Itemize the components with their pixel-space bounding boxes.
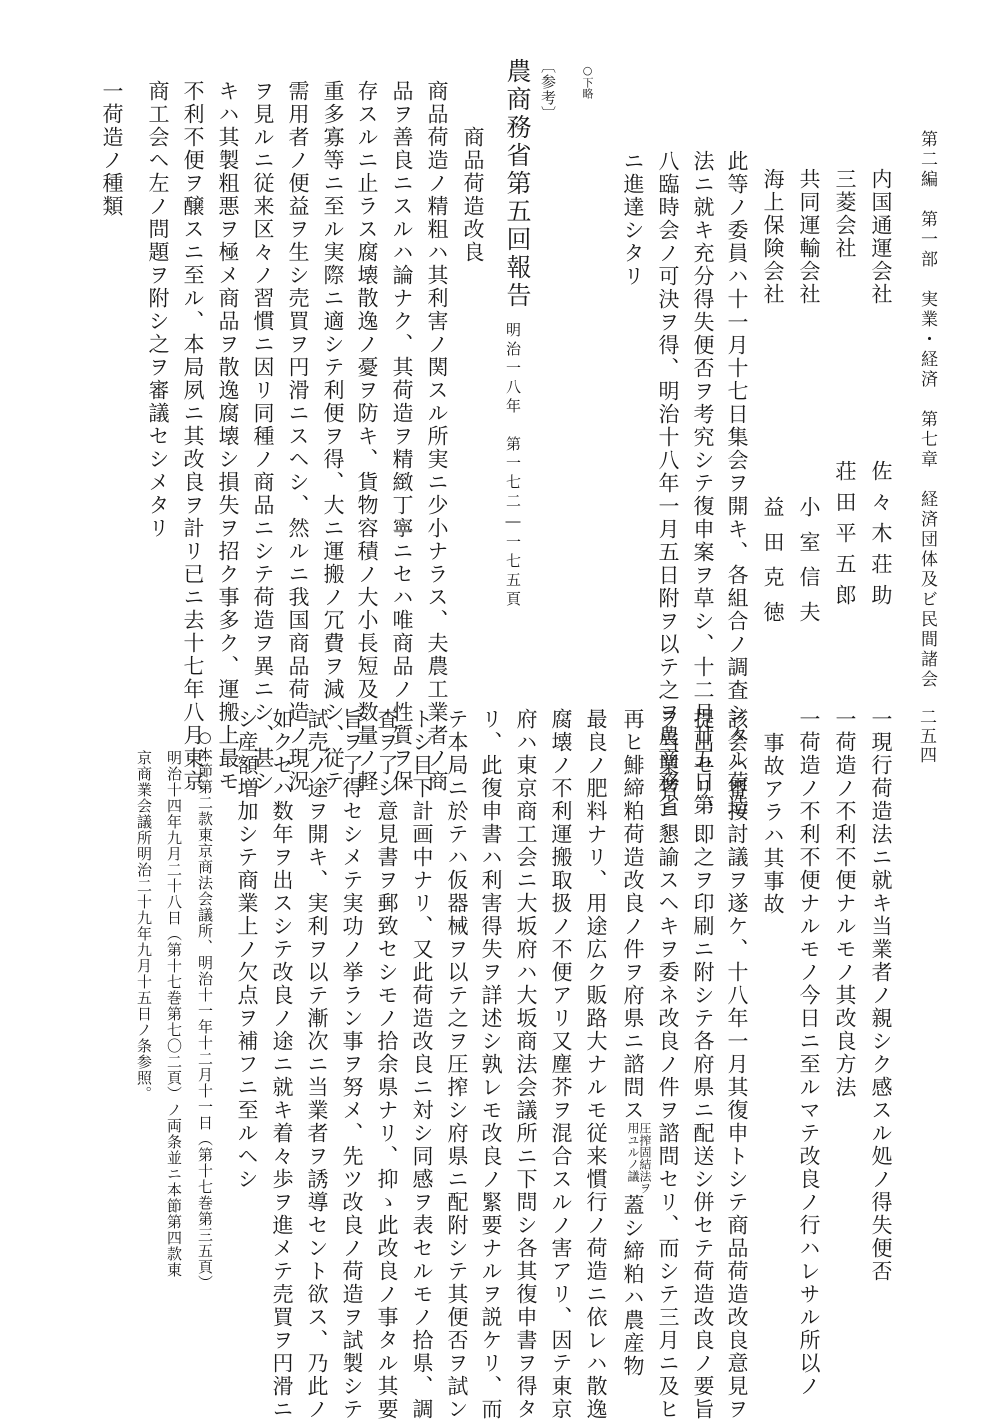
member-org-2: 三菱会社	[833, 168, 857, 260]
body-line-part: 蓋シ締粕ハ農産物	[621, 1194, 645, 1378]
report-source: 明治一八年 第一七二―一七五頁	[504, 322, 522, 610]
body-line: ヲ見ルニ従来区々ノ習慣ニ因リ同種ノ商品ニシテ荷造ヲ異ニシ、甚シ	[251, 80, 275, 793]
body-line: テ本局ニ於テハ仮器械ヲ以テ之ヲ圧搾シ府県ニ配附シテ其便否ヲ試ン	[445, 708, 469, 1421]
member-org-1: 内国通運会社	[869, 168, 893, 306]
editorial-note: 明治十四年九月二十八日（第十七巻第七〇二頁）ノ両条並ニ本節第四款東	[165, 750, 183, 1278]
body-line: 旨ヲ了得セシメテ実功ノ挙ラン事ヲ努メ、先ツ改良ノ荷造ヲ試製シテ	[340, 708, 364, 1421]
list-item: 一現行荷造法ニ就キ当業者ノ親シク感スル処ノ得失便否	[869, 708, 893, 1283]
body-line: 存スルニ止ラス腐壊散逸ノ憂ヲ防キ、貨物容積ノ大小長短及数量ノ軽	[355, 80, 379, 793]
section-title: 商品荷造改良	[461, 126, 485, 264]
body-line: ヲ当業者ニ懇諭スヘキヲ委ネ改良ノ件ヲ諮問セリ、而シテ三月ニ及ヒ	[656, 708, 680, 1421]
body-line: 不利不便ヲ醸スニ至ル、本局夙ニ其改良ヲ計リ已ニ去十七年八月東京	[181, 80, 205, 793]
member-org-3: 共同運輸会社	[797, 168, 821, 306]
body-line: リ、此復申書ハ利害得失ヲ詳述シ孰レモ改良ノ緊要ナルヲ説ケリ、而	[479, 708, 503, 1421]
body-line: シ産額増加シテ商業上ノ欠点ヲ補フニ至ルヘシ	[235, 708, 259, 1191]
inline-note-b: 用ユルノ議	[626, 1122, 640, 1182]
body-line: 試売ノ途ヲ開キ、実利ヲ以テ漸次ニ当業者ヲ誘導セント欲ス、乃此ノ	[305, 708, 329, 1421]
paragraph-line: ニ進達シタリ	[621, 150, 645, 288]
editorial-note: ○本節第二款東京商法会議所、明治十一年十二月十一日（第十七巻第三五頁）	[196, 728, 214, 1291]
paragraph-line: 八臨時会ノ可決ヲ得、明治十八年一月五日附ヲ以テ之ヲ農商務省	[656, 150, 680, 817]
member-name-1: 佐々木荘助	[869, 460, 893, 615]
report-title: 農商務省第五回報告	[503, 58, 532, 310]
inline-note-a: 圧搾固結法ヲ	[638, 1122, 652, 1194]
list-item: 一荷造ノ不利不便ナルモノ其改良方法	[833, 708, 857, 1099]
body-line: 腐壊ノ不利運搬取扱ノ不便アリ又塵芥ヲ混合スルノ害アリ、因テ東京	[549, 708, 573, 1421]
body-line: 重多寡等ニ至ル実際ニ適シテ利便ヲ得、大ニ運搬ノ冗費ヲ減シ、従テ	[321, 80, 345, 793]
editorial-note: 京商業会議所明治二十九年九月十五日ノ条参照。	[135, 750, 153, 1102]
member-name-4: 益田克徳	[761, 496, 785, 636]
page-number: 二五四	[916, 708, 936, 765]
member-name-3: 小室信夫	[797, 496, 821, 636]
body-line-with-note	[622, 708, 652, 1378]
member-org-4: 海上保険会社	[761, 168, 785, 306]
list-item: 一荷造ノ不利不便ナルモノ今日ニ至ルマテ改良ノ行ハレサル所以ノ	[797, 708, 821, 1398]
body-line: 如クセハ数年ヲ出スシテ改良ノ途ニ就キ着々歩ヲ進メテ売買ヲ円滑ニ	[270, 708, 294, 1421]
omitted-note: ○下略	[581, 64, 594, 99]
inline-note	[627, 1122, 651, 1194]
body-line: 府ハ東京商工会ニ大坂府ハ大坂商法会議所ニ下問シ各其復申書ヲ得タ	[514, 708, 538, 1421]
body-line: 品ヲ善良ニスルハ論ナク、其荷造ヲ精緻丁寧ニセハ唯商品ノ性質ヲ保	[390, 80, 414, 793]
paragraph-line: 此等ノ委員ハ十一月十七日集会ヲ開キ、各組合ノ調査シタル荷造	[725, 150, 749, 817]
paragraph-line: 法ニ就キ充分得失便否ヲ考究シテ復申案ヲ草シ、十二月廿五日第	[691, 150, 715, 817]
reference-tag: 〔参考〕	[539, 58, 557, 122]
list-item: 事故アラハ其事故	[761, 732, 785, 916]
member-name-2: 荘田平五郎	[833, 460, 857, 615]
body-line-part: 再ヒ鯡締粕荷造改良ノ件ヲ府県ニ諮問ス	[621, 708, 645, 1122]
running-head: 第二編 第一部 実業・経済 第七章 経済団体及ビ民間諸会	[917, 130, 937, 690]
body-line: 最良ノ肥料ナリ、用途広ク販路大ナルモ従来慣行ノ荷造ニ依レハ散逸	[584, 708, 608, 1421]
body-line: 提出セリ、即之ヲ印刷ニ附シテ各府県ニ配送シ併セテ荷造改良ノ要旨	[691, 708, 715, 1421]
body-line: キハ其製粗悪ヲ極メ商品ヲ散逸腐壊シ損失ヲ招ク事多ク、運搬上最モ	[216, 80, 240, 793]
body-line: 該会ハ審按討議ヲ遂ケ、十八年一月其復申トシテ商品荷造改良意見ヲ	[725, 708, 749, 1421]
body-line: トシ目下計画中ナリ、又此荷造改良ニ対シ同感ヲ表セルモノ拾県、調	[410, 708, 434, 1421]
body-line: 商品荷造ノ精粗ハ其利害ノ関スル所実ニ少小ナラス、夫農工業者ノ商	[425, 80, 449, 793]
body-line: 一荷造ノ種類	[100, 80, 124, 218]
body-line: 査ヲ了シ意見書ヲ郵致セシモノ拾余県ナリ、抑ゝ此改良ノ事タル其要	[375, 708, 399, 1421]
body-line: 需用者ノ便益ヲ生シ売買ヲ円滑ニスヘシ、然ルニ我国商品荷造ノ現況	[286, 80, 310, 793]
body-line: 商工会ヘ左ノ問題ヲ附シ之ヲ審議セシメタリ	[146, 80, 170, 540]
